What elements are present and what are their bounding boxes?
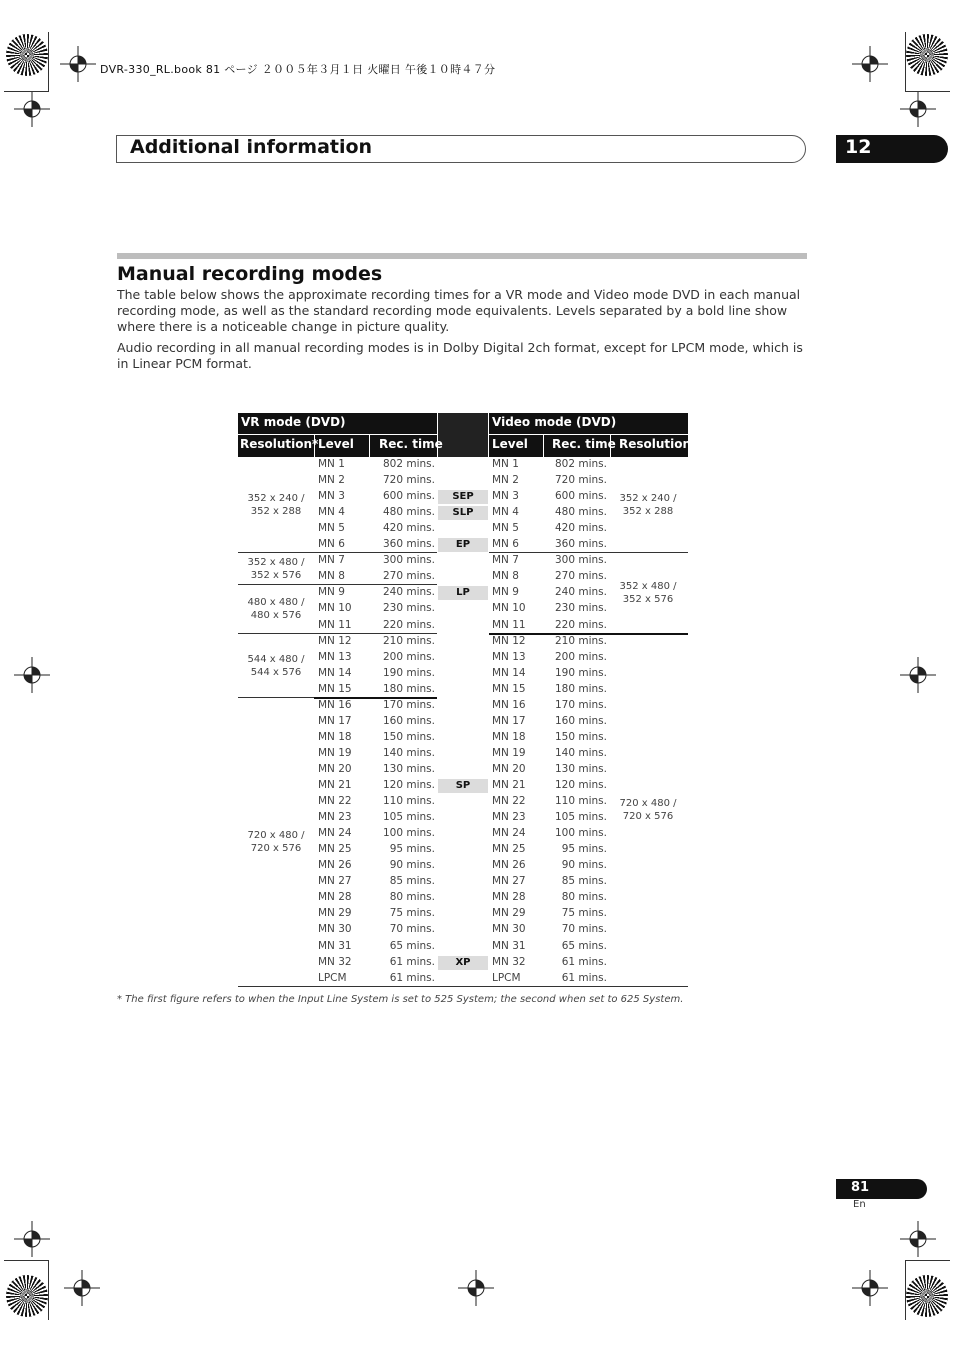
crosshair-mark-left-middle bbox=[14, 657, 50, 693]
vr-rec-time-cell: 150 mins. bbox=[383, 730, 435, 743]
vr-level-cell: MN 14 bbox=[318, 666, 352, 679]
video-rec-time-cell: 95 mins. bbox=[561, 843, 607, 856]
video-resolution-cell bbox=[610, 797, 686, 823]
video-rec-time-cell: 120 mins. bbox=[555, 779, 607, 791]
vr-level-cell: MN 32 bbox=[318, 955, 352, 968]
video-level-cell: MN 23 bbox=[492, 811, 526, 824]
video-rec-time-cell: 210 mins. bbox=[555, 634, 607, 647]
resolution-line: 352 x 240 / bbox=[619, 493, 677, 505]
crosshair-mark-bottom-right bbox=[852, 1270, 888, 1306]
video-rec-time-cell: 61 mins. bbox=[561, 971, 607, 984]
vr-rec-time-cell: 240 mins. bbox=[383, 586, 435, 599]
video-level-cell: MN 13 bbox=[492, 650, 526, 663]
vr-rec-time-cell: 140 mins. bbox=[383, 746, 435, 759]
crop-line bbox=[48, 1260, 49, 1320]
vr-rec-time-cell: 65 mins. bbox=[389, 939, 435, 952]
video-rec-time-cell: 600 mins. bbox=[555, 490, 607, 503]
video-resolution-cell bbox=[610, 580, 686, 606]
vr-level-cell: MN 29 bbox=[318, 907, 352, 920]
vr-rec-time-cell: 200 mins. bbox=[383, 650, 435, 663]
vr-rec-time-cell: 600 mins. bbox=[383, 490, 435, 503]
vr-level-cell: MN 23 bbox=[318, 811, 352, 824]
resolution-line: 352 x 288 bbox=[622, 506, 674, 518]
resolution-line: 352 x 480 / bbox=[619, 581, 677, 593]
chapter-number: 12 bbox=[845, 136, 872, 158]
video-rec-time-cell: 110 mins. bbox=[555, 795, 607, 808]
vr-level-cell: MN 12 bbox=[318, 634, 352, 647]
header-divider bbox=[369, 435, 370, 457]
standard-mode-label: LP bbox=[456, 587, 470, 599]
resolution-line: 720 x 480 / bbox=[247, 830, 305, 842]
video-level-cell: MN 27 bbox=[492, 875, 526, 888]
video-rec-time-cell: 480 mins. bbox=[555, 506, 607, 519]
vr-rec-time-cell: 210 mins. bbox=[383, 634, 435, 647]
video-mode-header: Video mode (DVD) bbox=[492, 415, 617, 429]
video-level-cell: MN 14 bbox=[492, 666, 526, 679]
registration-sun-top-right bbox=[906, 34, 948, 76]
vr-level-cell: MN 16 bbox=[318, 698, 352, 711]
video-rec-time-cell: 240 mins. bbox=[555, 586, 607, 599]
video-rec-time-cell: 160 mins. bbox=[555, 714, 607, 727]
vr-rec-time-cell: 61 mins. bbox=[389, 971, 435, 984]
video-rec-time-cell: 130 mins. bbox=[555, 762, 607, 775]
crosshair-mark-top-left bbox=[60, 46, 96, 82]
vr-level-cell: MN 10 bbox=[318, 602, 352, 615]
video-rec-time-cell: 180 mins. bbox=[555, 682, 607, 695]
vr-rec-time-cell: 360 mins. bbox=[383, 538, 435, 551]
vr-level-cell: MN 30 bbox=[318, 923, 352, 936]
vr-level-cell: MN 6 bbox=[318, 538, 345, 551]
vr-level-cell: MN 4 bbox=[318, 506, 345, 519]
standard-mode-label: SEP bbox=[452, 491, 474, 503]
video-rec-time-cell: 720 mins. bbox=[555, 474, 607, 487]
vr-level-cell: MN 24 bbox=[318, 827, 352, 840]
crosshair-mark-right-middle bbox=[900, 657, 936, 693]
vr-level-cell: MN 25 bbox=[318, 843, 352, 856]
video-rec-time-cell: 200 mins. bbox=[555, 650, 607, 663]
video-level-cell: MN 4 bbox=[492, 506, 519, 519]
video-level-cell: MN 5 bbox=[492, 522, 519, 535]
registration-sun-bottom-left bbox=[6, 1275, 48, 1317]
video-rec-time-cell: 80 mins. bbox=[561, 891, 607, 904]
standard-mode-header-block bbox=[438, 413, 488, 457]
video-rec-time-cell: 360 mins. bbox=[555, 538, 607, 551]
crop-line bbox=[905, 1260, 906, 1320]
standard-mode-label: SP bbox=[455, 780, 471, 791]
video-level-cell: MN 30 bbox=[492, 923, 526, 936]
crop-line bbox=[4, 91, 48, 92]
video-rec-time-cell: 75 mins. bbox=[561, 907, 607, 920]
resolution-divider bbox=[238, 584, 437, 585]
video-level-cell: MN 25 bbox=[492, 843, 526, 856]
video-rec-time-cell: 170 mins. bbox=[555, 698, 607, 711]
vr-rec-time-cell: 160 mins. bbox=[383, 714, 435, 727]
video-resolution-cell bbox=[610, 492, 686, 518]
video-rec-time-cell: 100 mins. bbox=[555, 827, 607, 840]
video-rec-time-cell: 85 mins. bbox=[561, 875, 607, 888]
section-title: Manual recording modes bbox=[117, 263, 383, 285]
video-level-cell: MN 22 bbox=[492, 795, 526, 808]
vr-level-cell: MN 15 bbox=[318, 682, 352, 695]
vr-rec-time-cell: 75 mins. bbox=[389, 907, 435, 920]
video-rec-time-cell: 270 mins. bbox=[555, 570, 607, 583]
video-rec-time-cell: 90 mins. bbox=[561, 859, 607, 872]
resolution-line: 720 x 576 bbox=[250, 843, 302, 855]
registration-sun-top-left bbox=[6, 34, 48, 76]
video-level-cell: MN 21 bbox=[492, 779, 526, 791]
video-level-cell: MN 9 bbox=[492, 586, 519, 599]
crop-line bbox=[906, 91, 950, 92]
vr-rec-time-cell: 130 mins. bbox=[383, 762, 435, 775]
standard-mode-label: EP bbox=[455, 539, 471, 551]
resolution-divider bbox=[489, 552, 688, 553]
vr-rec-time-cell: 90 mins. bbox=[389, 859, 435, 872]
page-title: Additional information bbox=[130, 136, 373, 158]
video-level-cell: MN 29 bbox=[492, 907, 526, 920]
vr-rec-time-cell: 190 mins. bbox=[383, 666, 435, 679]
resolution-line: 480 x 576 bbox=[250, 610, 302, 622]
vr-resolution-cell bbox=[238, 653, 314, 679]
resolution-line: 480 x 480 / bbox=[247, 597, 305, 609]
vr-level-cell: MN 31 bbox=[318, 939, 352, 952]
vr-rec-time-cell: 180 mins. bbox=[383, 682, 435, 695]
registration-sun-bottom-right bbox=[906, 1275, 948, 1317]
vr-level-cell: MN 21 bbox=[318, 779, 352, 791]
video-level-cell: MN 31 bbox=[492, 939, 526, 952]
vr-level-cell: MN 20 bbox=[318, 762, 352, 775]
vr-rec-time-cell: 220 mins. bbox=[383, 618, 435, 631]
vr-rec-time-cell: 300 mins. bbox=[383, 554, 435, 567]
video-level-cell: MN 15 bbox=[492, 682, 526, 695]
vr-level-cell: MN 2 bbox=[318, 474, 345, 487]
video-level-cell: MN 12 bbox=[492, 634, 526, 647]
table-bottom-rule bbox=[238, 986, 688, 987]
vr-rec-time-cell: 85 mins. bbox=[389, 875, 435, 888]
video-level-cell: MN 10 bbox=[492, 602, 526, 615]
crosshair-mark-right-upper bbox=[900, 91, 936, 127]
video-level-cell: MN 19 bbox=[492, 746, 526, 759]
crop-line bbox=[906, 1260, 950, 1261]
vr-rec-time-cell: 720 mins. bbox=[383, 474, 435, 487]
resolution-line: 352 x 576 bbox=[250, 570, 302, 582]
video-rec-time-header: Rec. time bbox=[552, 437, 616, 451]
vr-level-cell: MN 11 bbox=[318, 618, 352, 631]
video-rec-time-cell: 190 mins. bbox=[555, 666, 607, 679]
video-rec-time-cell: 230 mins. bbox=[555, 602, 607, 615]
page-language: En bbox=[853, 1199, 866, 1210]
vr-rec-time-cell: 270 mins. bbox=[383, 570, 435, 583]
video-level-cell: MN 24 bbox=[492, 827, 526, 840]
vr-level-cell: MN 19 bbox=[318, 746, 352, 759]
video-rec-time-cell: 140 mins. bbox=[555, 746, 607, 759]
video-level-cell: MN 18 bbox=[492, 730, 526, 743]
video-rec-time-cell: 150 mins. bbox=[555, 730, 607, 743]
video-rec-time-cell: 61 mins. bbox=[561, 955, 607, 968]
resolution-line: 720 x 576 bbox=[622, 811, 674, 823]
video-level-cell: MN 26 bbox=[492, 859, 526, 872]
intro-paragraph: Audio recording in all manual recording modes is in Dolby Digital 2ch format, except for LPCM mode, which is in Linear PCM format. bbox=[117, 340, 803, 371]
crosshair-mark-right-lower bbox=[900, 1221, 936, 1257]
vr-rec-time-cell: 95 mins. bbox=[389, 843, 435, 856]
resolution-line: 352 x 576 bbox=[622, 594, 674, 606]
vr-rec-time-cell: 100 mins. bbox=[383, 827, 435, 840]
vr-level-cell: MN 17 bbox=[318, 714, 352, 727]
crop-line bbox=[905, 32, 906, 92]
video-level-cell: MN 7 bbox=[492, 554, 519, 567]
vr-rec-time-cell: 61 mins. bbox=[389, 955, 435, 968]
video-resolution-header: Resolution* bbox=[619, 437, 698, 451]
vr-rec-time-cell: 170 mins. bbox=[383, 698, 435, 711]
vr-level-cell: MN 27 bbox=[318, 875, 352, 888]
video-level-cell: MN 2 bbox=[492, 474, 519, 487]
video-level-cell: MN 1 bbox=[492, 458, 519, 470]
vr-level-cell: MN 7 bbox=[318, 554, 345, 567]
video-level-cell: MN 16 bbox=[492, 698, 526, 711]
video-rec-time-cell: 65 mins. bbox=[561, 939, 607, 952]
resolution-line: 352 x 240 / bbox=[247, 493, 305, 505]
vr-level-cell: MN 9 bbox=[318, 586, 345, 599]
vr-rec-time-cell: 230 mins. bbox=[383, 602, 435, 615]
video-level-cell: MN 3 bbox=[492, 490, 519, 503]
vr-rec-time-cell: 110 mins. bbox=[383, 795, 435, 808]
crop-line bbox=[4, 1260, 48, 1261]
video-level-cell: LPCM bbox=[492, 971, 521, 984]
quality-change-line bbox=[489, 633, 688, 635]
vr-level-header: Level bbox=[318, 437, 354, 451]
vr-rec-time-cell: 80 mins. bbox=[389, 891, 435, 904]
vr-mode-header: VR mode (DVD) bbox=[241, 415, 346, 429]
vr-level-cell: MN 22 bbox=[318, 795, 352, 808]
vr-level-cell: MN 18 bbox=[318, 730, 352, 743]
vr-level-cell: MN 26 bbox=[318, 859, 352, 872]
vr-rec-time-cell: 70 mins. bbox=[389, 923, 435, 936]
resolution-line: 544 x 576 bbox=[250, 666, 302, 678]
video-level-cell: MN 6 bbox=[492, 538, 519, 551]
vr-rec-time-cell: 480 mins. bbox=[383, 506, 435, 519]
book-info: DVR-330_RL.book 81 ページ ２００５年３月１日 火曜日 午後１０時４７分 bbox=[100, 63, 496, 76]
video-level-header: Level bbox=[492, 437, 528, 451]
recording-modes-table bbox=[238, 413, 698, 988]
vr-level-cell: MN 3 bbox=[318, 490, 345, 503]
vr-resolution-header: Resolution* bbox=[240, 437, 319, 451]
video-rec-time-cell: 420 mins. bbox=[555, 522, 607, 535]
resolution-divider bbox=[238, 552, 437, 553]
standard-mode-label: SLP bbox=[452, 507, 474, 519]
crop-line bbox=[48, 32, 49, 92]
header-divider bbox=[489, 434, 688, 435]
section-rule bbox=[117, 253, 807, 259]
video-rec-time-cell: 300 mins. bbox=[555, 554, 607, 567]
crosshair-mark-left-lower bbox=[14, 1221, 50, 1257]
vr-level-cell: MN 28 bbox=[318, 891, 352, 904]
video-level-cell: MN 28 bbox=[492, 891, 526, 904]
crosshair-mark-bottom-center bbox=[458, 1270, 494, 1306]
header-divider bbox=[238, 434, 437, 435]
video-level-cell: MN 8 bbox=[492, 570, 519, 583]
video-level-cell: MN 11 bbox=[492, 618, 526, 631]
vr-resolution-cell bbox=[238, 556, 314, 582]
vr-rec-time-header: Rec. time bbox=[379, 437, 443, 451]
footnote: * The first figure refers to when the Input Line System is set to 525 System; the second when set to 625 System. bbox=[117, 994, 684, 1005]
resolution-line: 544 x 480 / bbox=[247, 653, 305, 665]
resolution-line: 352 x 480 / bbox=[247, 557, 305, 569]
vr-level-cell: MN 1 bbox=[318, 458, 345, 470]
video-rec-time-cell: 70 mins. bbox=[561, 923, 607, 936]
resolution-divider bbox=[238, 633, 437, 634]
video-rec-time-cell: 220 mins. bbox=[555, 618, 607, 631]
vr-rec-time-cell: 802 mins. bbox=[383, 458, 435, 470]
page-number-tab bbox=[836, 1179, 927, 1199]
crosshair-mark-top-right bbox=[852, 46, 888, 82]
resolution-line: 720 x 480 / bbox=[619, 798, 677, 810]
crosshair-mark-bottom-left bbox=[64, 1270, 100, 1306]
header-divider bbox=[543, 435, 544, 457]
vr-resolution-cell bbox=[238, 596, 314, 622]
vr-level-cell: LPCM bbox=[318, 971, 347, 984]
quality-change-line bbox=[314, 697, 437, 699]
resolution-line: 352 x 288 bbox=[250, 506, 302, 518]
vr-resolution-cell bbox=[238, 492, 314, 518]
video-level-cell: MN 17 bbox=[492, 714, 526, 727]
video-level-cell: MN 20 bbox=[492, 762, 526, 775]
vr-level-cell: MN 8 bbox=[318, 570, 345, 583]
intro-paragraph: The table below shows the approximate recording times for a VR mode and Video mode DVD in each manual recording mode, as well as the standard recording mode equivalents. Levels separated by a bold line show where there is a noticeable change in picture quality. bbox=[117, 287, 801, 334]
standard-mode-label: XP bbox=[455, 956, 471, 968]
vr-rec-time-cell: 120 mins. bbox=[383, 779, 435, 791]
vr-level-cell: MN 5 bbox=[318, 522, 345, 535]
page-number: 81 bbox=[851, 1180, 870, 1195]
crosshair-mark-left-upper bbox=[14, 91, 50, 127]
vr-rec-time-cell: 105 mins. bbox=[383, 811, 435, 824]
video-rec-time-cell: 802 mins. bbox=[555, 458, 607, 470]
video-level-cell: MN 32 bbox=[492, 955, 526, 968]
vr-resolution-cell bbox=[238, 829, 314, 855]
video-rec-time-cell: 105 mins. bbox=[555, 811, 607, 824]
vr-level-cell: MN 13 bbox=[318, 650, 352, 663]
vr-rec-time-cell: 420 mins. bbox=[383, 522, 435, 535]
